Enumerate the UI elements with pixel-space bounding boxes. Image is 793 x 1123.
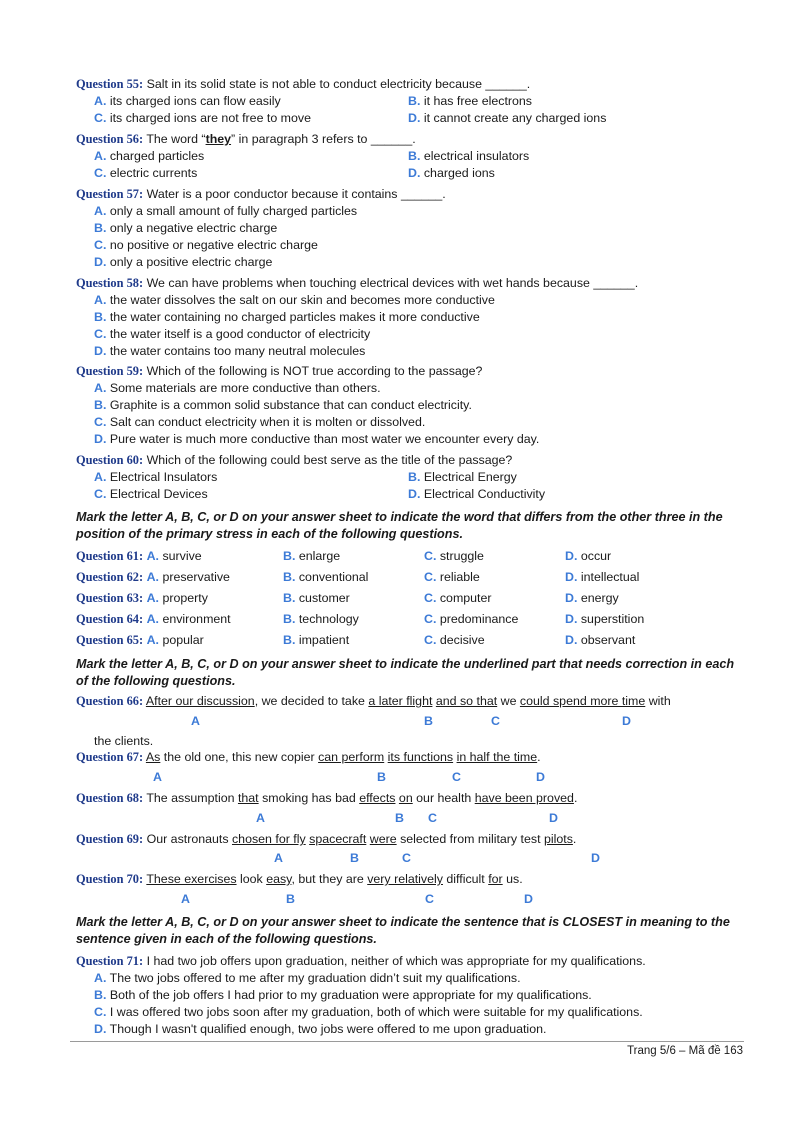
option-d: D. only a positive electric charge — [94, 255, 273, 269]
option-b: B. only a negative electric charge — [94, 221, 278, 235]
option-c: C. predominance — [424, 612, 519, 626]
question-text: I had two job offers upon graduation, neither of which was appropriate for my qualifications. — [146, 954, 646, 968]
question-label: Question 55: — [76, 77, 144, 91]
option-c: C. decisive — [424, 633, 485, 647]
option-d: D. observant — [565, 633, 636, 647]
option-d: D. Electrical Conductivity — [408, 487, 546, 501]
option-d: D. charged ions — [408, 166, 495, 180]
mark-d: D — [524, 892, 533, 906]
option-c: C. computer — [424, 591, 492, 605]
question-60 — [76, 453, 512, 468]
option-c: C. struggle — [424, 549, 484, 563]
option-d: D. energy — [565, 591, 619, 605]
question-66: Question 66: After our discussion, we decided to take a later flight and so that we could spend more time with — [76, 694, 671, 708]
option-d: D. the water contains too many neutral molecules — [94, 344, 366, 358]
question-label: Question 56: — [76, 132, 144, 146]
mark-b: B — [424, 714, 433, 728]
mark-b: B — [395, 811, 404, 825]
mark-a: A — [191, 714, 200, 728]
option-a: A. Some materials are more conductive than others. — [94, 381, 381, 395]
option-c: C. its charged ions are not free to move — [94, 111, 311, 125]
option-a: A. Electrical Insulators — [94, 470, 218, 484]
mark-d: D — [591, 851, 600, 865]
option-b: B. Both of the job offers I had prior to my graduation were appropriate for my qualifications. — [94, 988, 592, 1002]
option-c: C. I was offered two jobs soon after my graduation, both of which were suitable for my qualifications. — [94, 1005, 643, 1019]
option-d: D. it cannot create any charged ions — [408, 111, 607, 125]
mark-a: A — [153, 770, 162, 784]
option-c: C. Electrical Devices — [94, 487, 208, 501]
question-63: Question 63: A. property — [76, 591, 208, 605]
option-a: A. The two jobs offered to me after my graduation didn’t suit my qualifications. — [94, 971, 521, 985]
mark-c: C — [452, 770, 461, 784]
option-b: B. electrical insulators — [408, 149, 530, 163]
question-66-continuation: the clients. — [94, 734, 154, 748]
option-a: A. only a small amount of fully charged particles — [94, 204, 358, 218]
question-62: Question 62: A. preservative — [76, 570, 230, 584]
question-64: Question 64: A. environment — [76, 612, 231, 626]
instruction-closest-meaning: Mark the letter A, B, C, or D on your answer sheet to indicate the sentence that is CLOSEST in meaning to the sentence given in each of the following questions. — [76, 915, 730, 946]
question-text: Salt in its solid state is not able to conduct electricity because ______. — [146, 77, 531, 91]
option-b: B. enlarge — [283, 549, 341, 563]
instruction-stress: Mark the letter A, B, C, or D on your answer sheet to indicate the word that differs from the other three in the position of the primary stress in each of the following questions. — [76, 510, 723, 541]
question-69: Question 69: Our astronauts chosen for fly spacecraft were selected from military test pilots. — [76, 832, 577, 846]
question-67: Question 67: As the old one, this new copier can perform its functions in half the time. — [76, 750, 541, 764]
page-footer: Trang 5/6 – Mã đề 163 — [627, 1045, 743, 1057]
mark-d: D — [622, 714, 631, 728]
mark-d: D — [549, 811, 558, 825]
option-d: D. occur — [565, 549, 612, 563]
question-68: Question 68: The assumption that smoking has bad effects on our health have been proved. — [76, 791, 578, 805]
mark-a: A — [274, 851, 283, 865]
option-d: D. superstition — [565, 612, 645, 626]
question-label: Question 59: — [76, 364, 144, 378]
option-b: B. it has free electrons — [408, 94, 532, 108]
referent-word: they — [205, 132, 232, 146]
mark-c: C — [425, 892, 434, 906]
mark-b: B — [350, 851, 359, 865]
mark-b: B — [377, 770, 386, 784]
question-65: Question 65: A. popular — [76, 633, 204, 647]
question-57 — [76, 187, 446, 202]
option-b: B. Electrical Energy — [408, 470, 517, 484]
mark-c: C — [402, 851, 411, 865]
question-61: Question 61: A. survive — [76, 549, 202, 563]
question-55 — [76, 77, 530, 92]
footer-divider — [70, 1041, 744, 1042]
option-b: B. technology — [283, 612, 359, 626]
option-b: B. Graphite is a common solid substance that can conduct electricity. — [94, 398, 472, 412]
question-text: Which of the following is NOT true according to the passage? — [146, 364, 483, 378]
option-c: C. reliable — [424, 570, 480, 584]
question-56: Question 56: The word “they” in paragraph 3 refers to ______. — [76, 132, 416, 146]
mark-d: D — [536, 770, 545, 784]
option-b: B. conventional — [283, 570, 369, 584]
question-58 — [76, 276, 638, 291]
mark-c: C — [428, 811, 437, 825]
option-b: B. customer — [283, 591, 350, 605]
option-c: C. Salt can conduct electricity when it is molten or dissolved. — [94, 415, 426, 429]
option-a: A. charged particles — [94, 149, 205, 163]
option-a: A. the water dissolves the salt on our skin and becomes more conductive — [94, 293, 495, 307]
question-text: We can have problems when touching electrical devices with wet hands because ______. — [146, 276, 639, 290]
option-d: D. Pure water is much more conductive than most water we encounter every day. — [94, 432, 540, 446]
mark-c: C — [491, 714, 500, 728]
question-label: Question 57: — [76, 187, 144, 201]
instruction-error: Mark the letter A, B, C, or D on your answer sheet to indicate the underlined part that needs correction in each of the following questions. — [76, 657, 735, 688]
mark-a: A — [181, 892, 190, 906]
option-c: C. the water itself is a good conductor of electricity — [94, 327, 371, 341]
question-text: Water is a poor conductor because it contains ______. — [146, 187, 446, 201]
option-b: B. the water containing no charged particles makes it more conductive — [94, 310, 480, 324]
option-c: C. electric currents — [94, 166, 198, 180]
question-71 — [76, 954, 646, 969]
mark-b: B — [286, 892, 295, 906]
option-a: A. its charged ions can flow easily — [94, 94, 281, 108]
question-label: Question 60: — [76, 453, 144, 467]
option-b: B. impatient — [283, 633, 350, 647]
option-d: D. intellectual — [565, 570, 640, 584]
option-d: D. Though I wasn't qualified enough, two jobs were offered to me upon graduation. — [94, 1022, 547, 1036]
option-c: C. no positive or negative electric charge — [94, 238, 318, 252]
question-label: Question 58: — [76, 276, 144, 290]
question-label: Question 71: — [76, 954, 144, 968]
question-59 — [76, 364, 482, 379]
question-70: Question 70: These exercises look easy, but they are very relatively difficult for us. — [76, 872, 523, 886]
question-text: Which of the following could best serve as the title of the passage? — [146, 453, 513, 467]
mark-a: A — [256, 811, 265, 825]
